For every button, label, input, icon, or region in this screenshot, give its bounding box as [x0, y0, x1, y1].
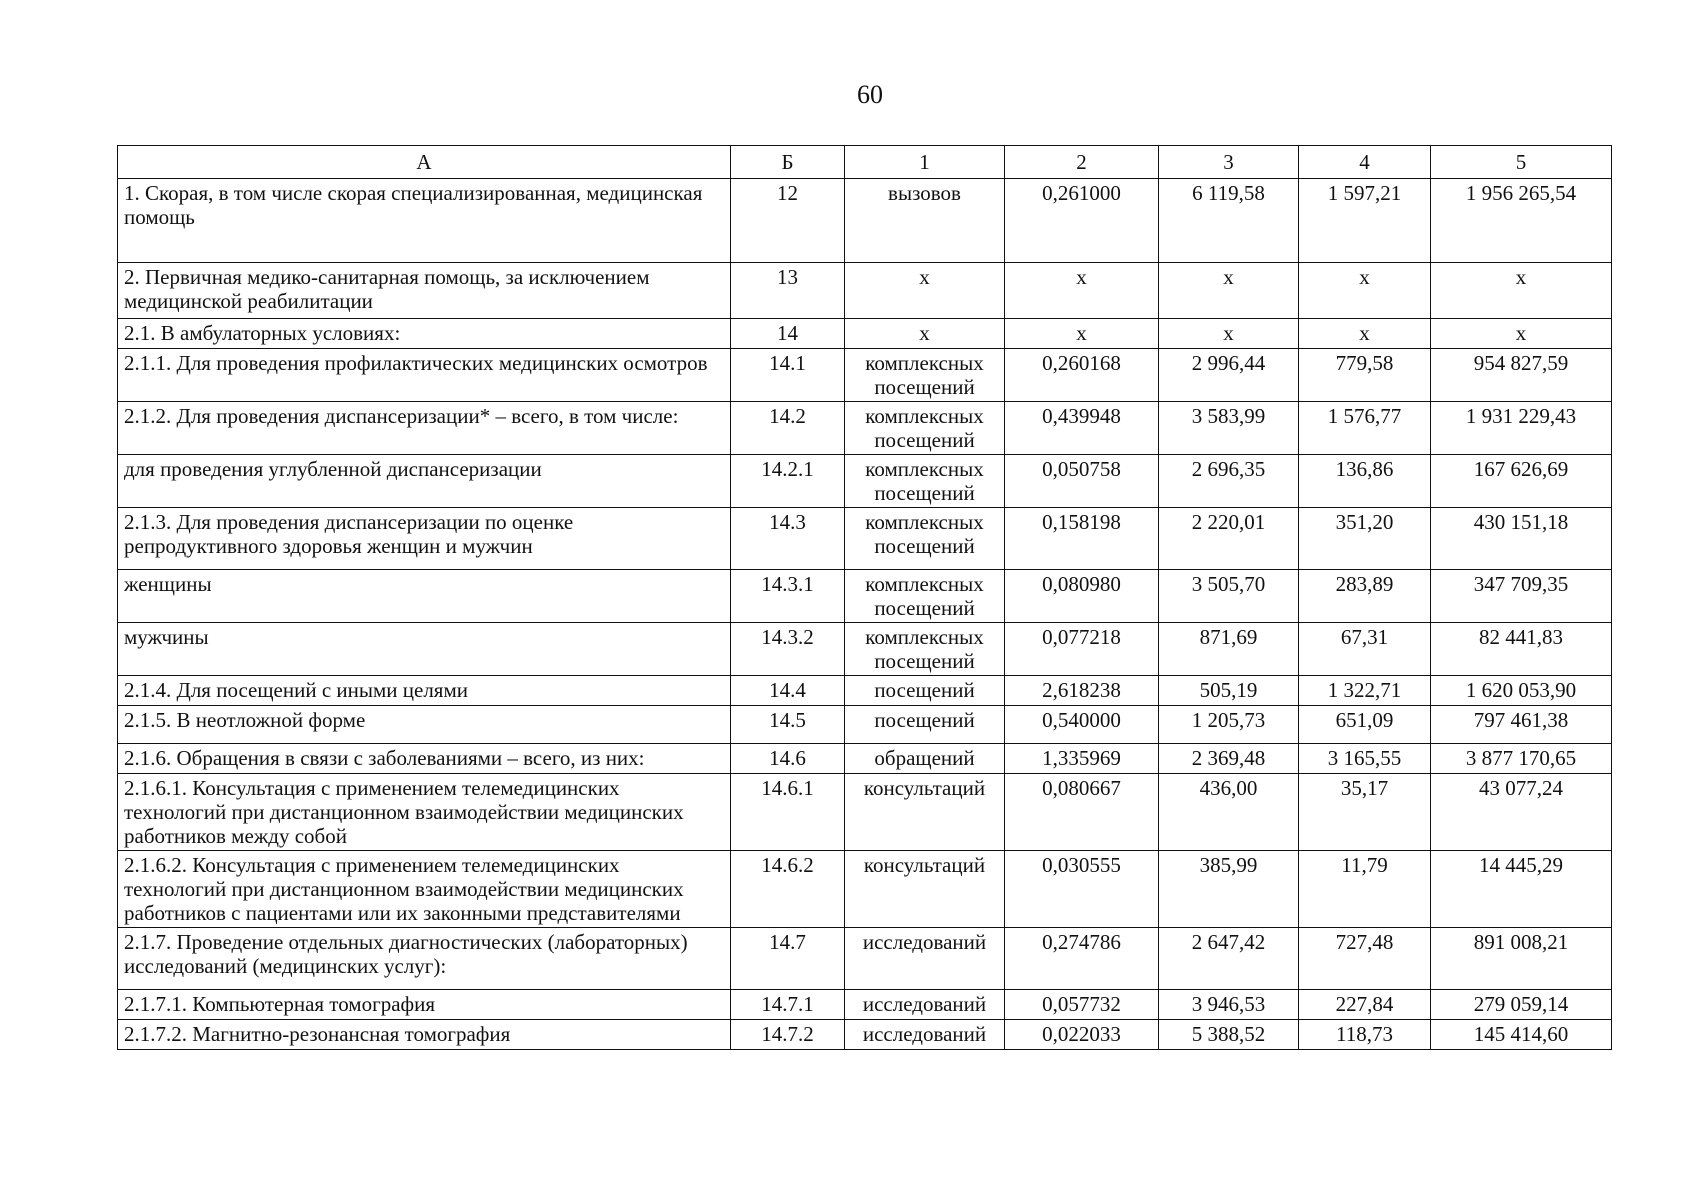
row-code: 14.1: [731, 349, 845, 402]
table-row: [118, 676, 1612, 706]
row-code: 14.6.2: [731, 851, 845, 928]
row-value-2: 0,260168: [1005, 349, 1159, 402]
row-value-4: х: [1299, 263, 1431, 319]
row-value-3: 6 119,58: [1159, 179, 1299, 263]
row-value-5: х: [1431, 319, 1612, 349]
row-unit: комплексных посещений: [845, 508, 1005, 570]
row-value-4: 67,31: [1299, 623, 1431, 676]
row-code: 14.3: [731, 508, 845, 570]
row-value-4: 651,09: [1299, 706, 1431, 744]
header-cell-5: 5: [1431, 146, 1612, 179]
row-unit: комплексных посещений: [845, 570, 1005, 623]
table-row: [118, 744, 1612, 774]
row-code: 14.7: [731, 928, 845, 990]
row-label: для проведения углубленной диспансеризации: [118, 455, 731, 508]
row-label: 2.1.6.2. Консультация с применением телемедицинских технологий при дистанционном взаимодействии медицинских работников с пациентами или их законными представителями: [118, 851, 731, 928]
row-value-4: 1 322,71: [1299, 676, 1431, 706]
table-row: [118, 928, 1612, 990]
row-label: 2.1.1. Для проведения профилактических медицинских осмотров: [118, 349, 731, 402]
table-row: [118, 455, 1612, 508]
row-code: 14.7.2: [731, 1020, 845, 1050]
row-value-3: 436,00: [1159, 774, 1299, 851]
row-unit: х: [845, 263, 1005, 319]
row-value-2: 2,618238: [1005, 676, 1159, 706]
row-value-5: 279 059,14: [1431, 990, 1612, 1020]
row-value-3: 2 647,42: [1159, 928, 1299, 990]
row-value-4: 1 597,21: [1299, 179, 1431, 263]
row-value-3: х: [1159, 319, 1299, 349]
row-value-2: 0,077218: [1005, 623, 1159, 676]
row-unit: комплексных посещений: [845, 623, 1005, 676]
row-unit: исследований: [845, 990, 1005, 1020]
row-unit: комплексных посещений: [845, 349, 1005, 402]
row-label: 2.1. В амбулаторных условиях:: [118, 319, 731, 349]
row-value-3: х: [1159, 263, 1299, 319]
row-value-2: 0,274786: [1005, 928, 1159, 990]
row-value-2: 0,050758: [1005, 455, 1159, 508]
row-value-2: х: [1005, 263, 1159, 319]
row-unit: консультаций: [845, 851, 1005, 928]
table-row: [118, 570, 1612, 623]
row-value-3: 3 946,53: [1159, 990, 1299, 1020]
row-value-2: 0,439948: [1005, 402, 1159, 455]
row-value-5: 1 956 265,54: [1431, 179, 1612, 263]
row-value-4: 11,79: [1299, 851, 1431, 928]
row-value-5: 3 877 170,65: [1431, 744, 1612, 774]
row-unit: консультаций: [845, 774, 1005, 851]
row-label: 2.1.2. Для проведения диспансеризации* – всего, в том числе:: [118, 402, 731, 455]
row-value-5: 14 445,29: [1431, 851, 1612, 928]
row-unit: исследований: [845, 1020, 1005, 1050]
table-row: [118, 706, 1612, 744]
table-row: [118, 179, 1612, 263]
row-label: 2. Первичная медико-санитарная помощь, за исключением медицинской реабилитации: [118, 263, 731, 319]
row-code: 14.7.1: [731, 990, 845, 1020]
row-unit: посещений: [845, 706, 1005, 744]
row-value-4: 227,84: [1299, 990, 1431, 1020]
row-value-4: 136,86: [1299, 455, 1431, 508]
row-code: 14: [731, 319, 845, 349]
table-row: [118, 1020, 1612, 1050]
row-value-2: 0,022033: [1005, 1020, 1159, 1050]
row-value-2: 0,261000: [1005, 179, 1159, 263]
row-value-3: 3 505,70: [1159, 570, 1299, 623]
row-code: 14.3.2: [731, 623, 845, 676]
row-value-4: 283,89: [1299, 570, 1431, 623]
row-unit: посещений: [845, 676, 1005, 706]
row-value-3: 385,99: [1159, 851, 1299, 928]
row-value-4: 3 165,55: [1299, 744, 1431, 774]
row-code: 14.6: [731, 744, 845, 774]
row-value-3: 2 220,01: [1159, 508, 1299, 570]
row-value-3: 5 388,52: [1159, 1020, 1299, 1050]
header-cell-2: 2: [1005, 146, 1159, 179]
header-row: [118, 146, 1612, 179]
row-label: 1. Скорая, в том числе скорая специализированная, медицинская помощь: [118, 179, 731, 263]
row-value-4: 351,20: [1299, 508, 1431, 570]
row-code: 14.2.1: [731, 455, 845, 508]
row-value-3: 2 696,35: [1159, 455, 1299, 508]
row-value-5: х: [1431, 263, 1612, 319]
table-row: [118, 402, 1612, 455]
row-code: 14.6.1: [731, 774, 845, 851]
table-row: [118, 508, 1612, 570]
row-code: 14.5: [731, 706, 845, 744]
header-cell-4: 4: [1299, 146, 1431, 179]
row-value-2: 0,080980: [1005, 570, 1159, 623]
row-value-5: 347 709,35: [1431, 570, 1612, 623]
table-row: [118, 263, 1612, 319]
row-code: 12: [731, 179, 845, 263]
row-value-5: 797 461,38: [1431, 706, 1612, 744]
row-value-5: 891 008,21: [1431, 928, 1612, 990]
row-label: 2.1.6. Обращения в связи с заболеваниями – всего, из них:: [118, 744, 731, 774]
row-value-2: 1,335969: [1005, 744, 1159, 774]
row-value-5: 145 414,60: [1431, 1020, 1612, 1050]
row-value-2: х: [1005, 319, 1159, 349]
page-number: 60: [857, 80, 883, 109]
row-label: 2.1.5. В неотложной форме: [118, 706, 731, 744]
row-unit: обращений: [845, 744, 1005, 774]
row-code: 14.4: [731, 676, 845, 706]
row-value-5: 954 827,59: [1431, 349, 1612, 402]
row-label: 2.1.3. Для проведения диспансеризации по оценке репродуктивного здоровья женщин и мужчин: [118, 508, 731, 570]
row-value-5: 82 441,83: [1431, 623, 1612, 676]
row-unit: комплексных посещений: [845, 402, 1005, 455]
table-row: [118, 319, 1612, 349]
header-cell-1: 1: [845, 146, 1005, 179]
row-code: 14.2: [731, 402, 845, 455]
row-value-4: х: [1299, 319, 1431, 349]
row-value-3: 505,19: [1159, 676, 1299, 706]
row-label: мужчины: [118, 623, 731, 676]
row-value-3: 1 205,73: [1159, 706, 1299, 744]
row-value-5: 430 151,18: [1431, 508, 1612, 570]
row-label: 2.1.7. Проведение отдельных диагностических (лабораторных) исследований (медицинских услуг):: [118, 928, 731, 990]
row-value-4: 727,48: [1299, 928, 1431, 990]
header-cell-3: 3: [1159, 146, 1299, 179]
table-row: [118, 990, 1612, 1020]
row-unit: исследований: [845, 928, 1005, 990]
row-code: 14.3.1: [731, 570, 845, 623]
row-value-5: 1 620 053,90: [1431, 676, 1612, 706]
row-unit: х: [845, 319, 1005, 349]
row-label: женщины: [118, 570, 731, 623]
table-row: [118, 349, 1612, 402]
row-label: 2.1.7.1. Компьютерная томография: [118, 990, 731, 1020]
row-value-2: 0,158198: [1005, 508, 1159, 570]
row-unit: вызовов: [845, 179, 1005, 263]
row-value-3: 871,69: [1159, 623, 1299, 676]
row-unit: комплексных посещений: [845, 455, 1005, 508]
row-value-2: 0,080667: [1005, 774, 1159, 851]
header-cell-a: А: [118, 146, 731, 179]
row-value-4: 118,73: [1299, 1020, 1431, 1050]
row-value-2: 0,540000: [1005, 706, 1159, 744]
row-value-3: 3 583,99: [1159, 402, 1299, 455]
row-label: 2.1.7.2. Магнитно-резонансная томография: [118, 1020, 731, 1050]
header-cell-b: Б: [731, 146, 845, 179]
row-value-4: 35,17: [1299, 774, 1431, 851]
row-value-5: 43 077,24: [1431, 774, 1612, 851]
row-value-2: 0,057732: [1005, 990, 1159, 1020]
row-value-5: 1 931 229,43: [1431, 402, 1612, 455]
row-code: 13: [731, 263, 845, 319]
row-value-3: 2 369,48: [1159, 744, 1299, 774]
row-value-4: 1 576,77: [1299, 402, 1431, 455]
row-value-4: 779,58: [1299, 349, 1431, 402]
data-table: [117, 145, 1612, 1050]
row-value-5: 167 626,69: [1431, 455, 1612, 508]
table-row: [118, 774, 1612, 851]
row-value-3: 2 996,44: [1159, 349, 1299, 402]
row-value-2: 0,030555: [1005, 851, 1159, 928]
row-label: 2.1.6.1. Консультация с применением телемедицинских технологий при дистанционном взаимодействии медицинских работников между собой: [118, 774, 731, 851]
row-label: 2.1.4. Для посещений с иными целями: [118, 676, 731, 706]
table-row: [118, 623, 1612, 676]
table-row: [118, 851, 1612, 928]
